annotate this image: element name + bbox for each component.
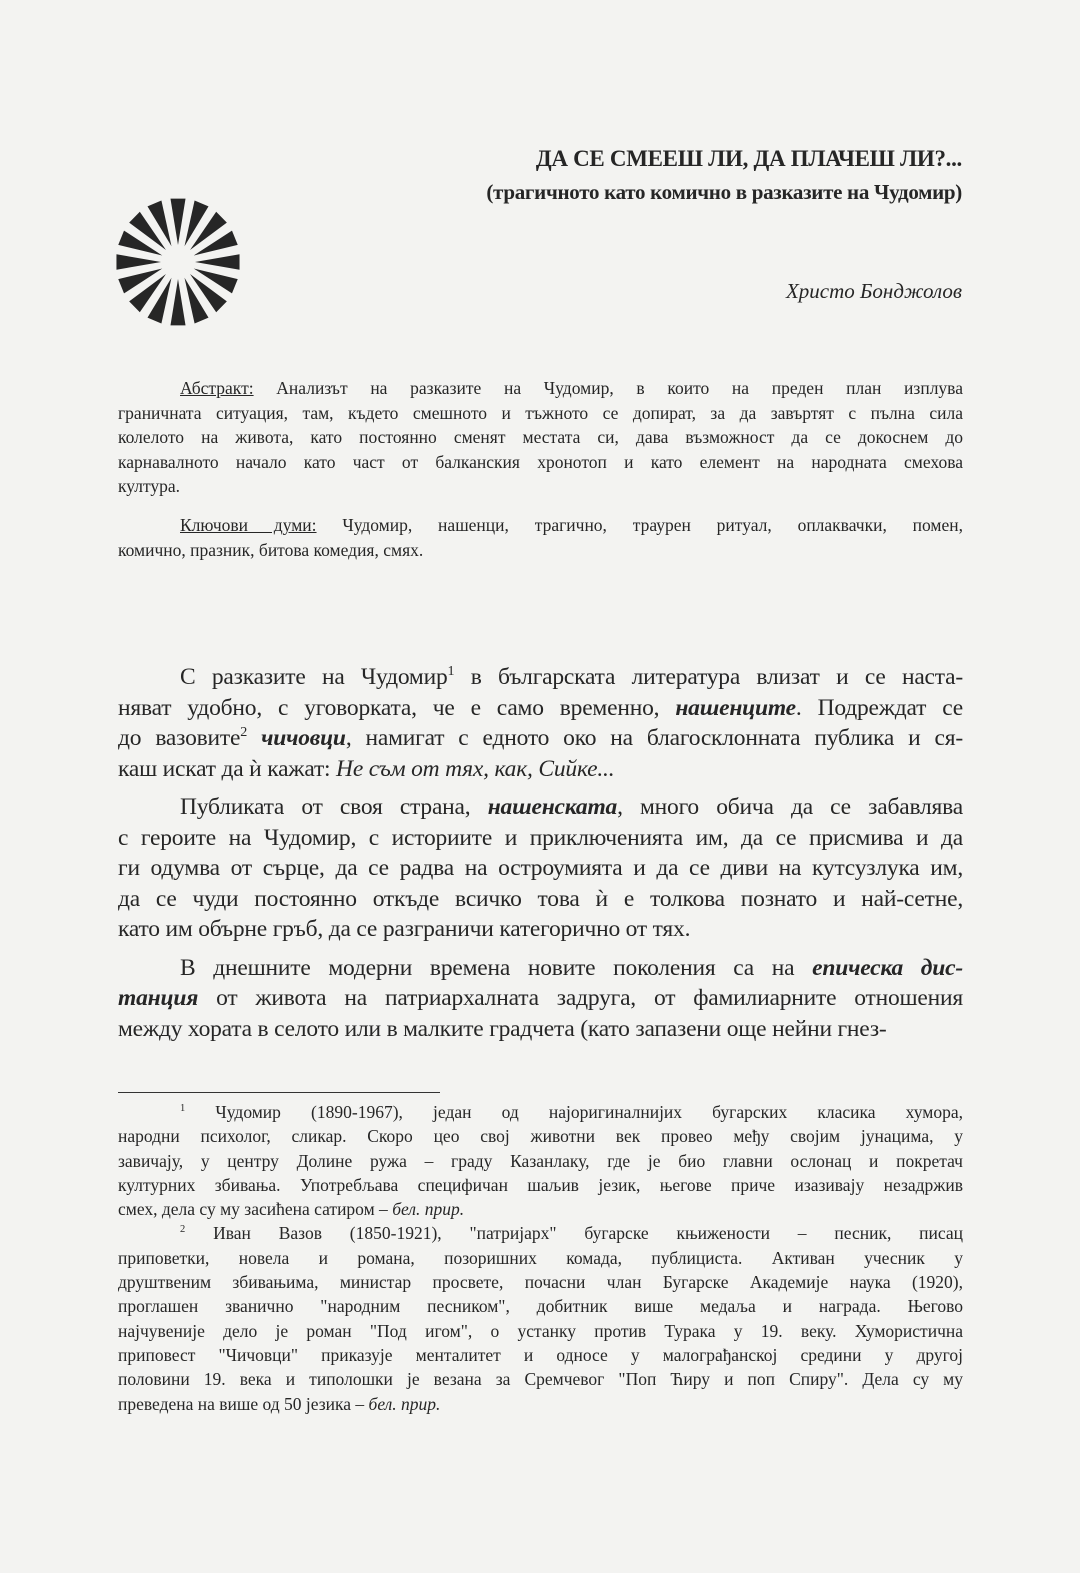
text-run: култура.: [118, 476, 181, 496]
text-run: завичају, у центру Долине ружа – граду Казанлаку, где је био главни ослонац и покретач: [118, 1150, 963, 1171]
text-run: приповетки, новела и романа, позоришних комада, публициста. Активан учесник у: [118, 1247, 963, 1268]
footnote-line: [118, 1294, 963, 1318]
text-run: с героите на Чудомир, с историите и приключенията им, да се присмива и да: [118, 824, 963, 851]
text-run: бел. прир.: [368, 1393, 441, 1414]
body-text: [118, 662, 963, 1052]
text-run: Абстракт:: [180, 378, 254, 398]
body-paragraph: [118, 953, 963, 1045]
text-run: епическа дис-: [812, 954, 963, 981]
footnote-line: [118, 1221, 963, 1245]
text-run: колелото на живота, като постоянно сменят местата си, дава възможност да се докоснем до: [118, 427, 963, 447]
text-run: . Подреждат се: [795, 694, 963, 721]
text-run: чичовци: [261, 725, 346, 751]
sunburst-ray: [116, 254, 161, 270]
text-run: Не съм от тях, как, Сийке...: [336, 755, 615, 782]
keywords: [118, 513, 963, 562]
article-subtitle: (трагичното като комично в разказите на Чудомир): [486, 180, 962, 204]
footnote-line: [118, 1319, 963, 1343]
footnote-marker: 1: [447, 663, 455, 680]
text-run: граничната ситуация, там, където смешното и тъжното се допират, за да завъртят с пълна сила: [118, 402, 963, 423]
keywords-paragraph: [118, 513, 963, 562]
text-run: танция: [118, 985, 199, 1011]
footnote-line: [118, 1270, 963, 1294]
text-run: друштвеним збивањима, министар просвете, почасни члан Бугарске Академије наука (1920),: [118, 1272, 963, 1293]
footnote-marker: 2: [180, 1224, 186, 1236]
abstract-line: [118, 376, 963, 401]
footnote-line: [118, 1124, 963, 1148]
text-run: ги одумва от сърце, да се радва на остроумията и да се диви на кутсузлука им,: [118, 855, 963, 881]
text-run: Анализът на разказите на Чудомир, в които на преден план изплува: [253, 378, 963, 398]
footnote-line: [118, 1173, 963, 1197]
footnote-line: [118, 1100, 963, 1124]
text-run: [247, 725, 261, 751]
keywords-line: [118, 538, 963, 563]
text-run: С разказите на Чудомир: [180, 664, 448, 690]
text-run: приповест "Чичовци" приказује менталитет и односе у малограђанској средини у другој: [118, 1344, 963, 1365]
footnote-line: [118, 1392, 963, 1416]
text-run: каш искат да ѝ кажат:: [118, 755, 337, 782]
text-run: Ключови думи:: [180, 515, 317, 535]
footnote-marker: 1: [180, 1103, 186, 1115]
abstract-line: [118, 401, 963, 426]
abstract: [118, 376, 963, 499]
sunburst-ray: [185, 200, 209, 246]
body-line: [118, 853, 963, 884]
sunburst-ray: [170, 279, 185, 325]
footnote-paragraph: [118, 1221, 963, 1415]
body-line: [118, 723, 963, 754]
body-line: [118, 823, 963, 854]
footnote-line: [118, 1246, 963, 1270]
sunburst-ray: [147, 200, 171, 246]
text-run: Чудомир, нашенци, трагично, траурен ритуал, оплаквачки, помен,: [316, 515, 963, 535]
sunburst-ray: [147, 278, 171, 324]
footnote-line: [118, 1197, 963, 1221]
text-run: карнавалното начало като част от балканския хронотоп и като елемент на народната смехова: [118, 451, 963, 472]
footnote-line: [118, 1343, 963, 1367]
text-run: половини 19. века и типолошки је везана за Сремчевог "Поп Ћиру и поп Спиру". Дела су му: [118, 1369, 963, 1390]
text-run: , много обича да се забавлява: [617, 794, 963, 820]
body-line: [118, 792, 963, 823]
body-line: [118, 884, 963, 915]
body-line: [118, 693, 963, 724]
footnote-line: [118, 1149, 963, 1173]
text-run: културних збивања. Употребљава специфичан шаљив језик, његове приче изазивају незадржив: [118, 1174, 963, 1195]
sunburst-ray: [118, 269, 162, 294]
footnote-line: [118, 1367, 963, 1391]
text-run: смех, дела су му засићена сатиром –: [118, 1199, 393, 1220]
body-line: [118, 754, 963, 785]
footnote-paragraph: [118, 1100, 963, 1221]
text-run: като им обърне гръб, да се разграничи категорично от тях.: [118, 916, 691, 942]
abstract-line: [118, 450, 963, 475]
body-paragraph: [118, 792, 963, 945]
text-run: преведена на више од 50 језика –: [118, 1393, 369, 1414]
text-run: до вазовите: [118, 725, 241, 751]
sunburst-ray: [185, 278, 209, 324]
text-run: бел. прир.: [392, 1199, 465, 1220]
text-run: в българската литература влизат и се наста-: [454, 664, 963, 690]
article-title: ДА СЕ СМЕЕШ ЛИ, ДА ПЛАЧЕШ ЛИ?...: [535, 146, 962, 171]
sunburst-ray: [118, 231, 162, 256]
author-name: Христо Бонджолов: [785, 279, 962, 303]
body-paragraph: [118, 662, 963, 784]
sunburst-ray: [195, 254, 240, 270]
text-run: проглашен званично "народним песником", добитник више медаља и награда. Његово: [118, 1296, 963, 1317]
sunburst-logo-icon: [116, 198, 240, 326]
footnotes: [118, 1100, 963, 1416]
body-line: [118, 914, 963, 945]
text-run: Чудомир (1890-1967), један од најоригиналнијих бугарских класика хумора,: [185, 1102, 963, 1122]
text-run: няват удобно, с уговорката, че е само временно,: [118, 694, 676, 721]
text-run: от живота на патриархалната задруга, от фамилиарните отношения: [198, 985, 963, 1011]
sunburst-ray: [170, 199, 185, 245]
text-run: , намигат с едното око на благосклонната публика и ся-: [345, 725, 963, 751]
keywords-line: [118, 513, 963, 538]
text-run: Иван Вазов (1850-1921), "патријарх" бугарске књижености – песник, писац: [185, 1223, 963, 1244]
text-run: да се чуди постоянно откъде всичко това ѝ е толкова познато и най-сетне,: [118, 885, 963, 912]
text-run: нашенската: [487, 794, 618, 820]
sunburst-ray: [194, 269, 238, 294]
body-line: [118, 662, 963, 693]
text-run: между хората в селото или в малките градчета (като запазени още нейни гнез-: [118, 1015, 887, 1042]
text-run: Публиката от своя страна,: [180, 794, 488, 820]
footnote-marker: 2: [240, 724, 248, 741]
text-run: најчувеније дело је роман "Под игом", о устанку против Турака у 19. веку. Хумористична: [118, 1320, 963, 1341]
abstract-line: [118, 474, 963, 499]
text-run: народни психолог, сликар. Скоро цео свој животни век провео међу својим јунацима, у: [118, 1126, 963, 1147]
text-run: комично, празник, битова комедия, смях.: [118, 539, 424, 560]
body-line: [118, 983, 963, 1014]
body-line: [118, 1014, 963, 1045]
abstract-line: [118, 425, 963, 450]
abstract-paragraph: [118, 376, 963, 499]
text-run: В днешните модерни времена новите поколения са на: [180, 954, 813, 981]
sunburst-ray: [194, 231, 238, 256]
footnote-divider: [118, 1092, 440, 1093]
text-run: нашенците: [675, 694, 796, 721]
body-line: [118, 953, 963, 984]
